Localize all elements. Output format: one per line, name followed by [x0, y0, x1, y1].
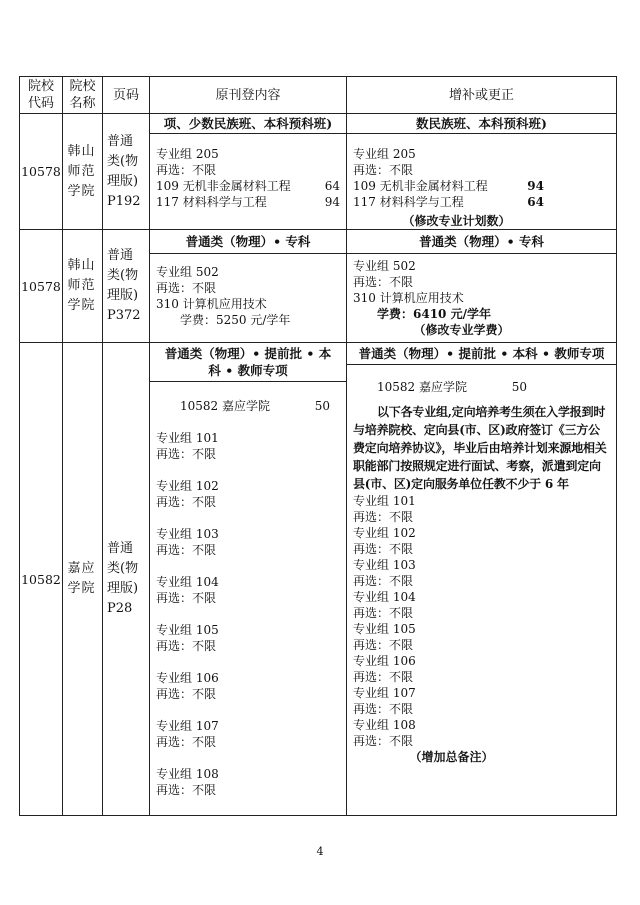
table-row — [20, 230, 617, 343]
group-block — [156, 430, 340, 462]
group-block — [353, 493, 610, 525]
group-label: 专业组 106 — [353, 654, 416, 668]
page-ref: 普通类(物理版)P192 — [103, 114, 150, 230]
fix-group-list — [353, 493, 610, 749]
fee-line: 学费：5250 元/学年 — [180, 313, 291, 327]
group-label: 专业组 101 — [353, 494, 416, 508]
header-fix: 增补或更正 — [347, 77, 617, 114]
fix-note: （修改专业计划数） — [402, 214, 511, 228]
reselect-label: 再选：不限 — [156, 281, 217, 295]
orig-group-list — [156, 430, 340, 798]
errata-table — [19, 76, 617, 816]
reselect-label: 再选：不限 — [156, 543, 217, 557]
major-line: 109 无机非金属材料工程 94 — [353, 179, 544, 193]
group-block — [353, 557, 610, 589]
major-line: 310 计算机应用技术 — [353, 291, 464, 305]
group-label: 专业组 205 — [156, 147, 219, 161]
orig-subheader: 普通类（物理）• 专科 — [150, 230, 346, 254]
group-block — [353, 525, 610, 557]
group-label: 专业组 502 — [353, 259, 416, 273]
group-label: 专业组 103 — [353, 558, 416, 572]
group-label: 专业组 102 — [353, 526, 416, 540]
fee-line: 学费：6410 元/学年 — [377, 307, 491, 321]
school-code: 10578 — [20, 230, 63, 343]
group-label: 专业组 105 — [353, 622, 416, 636]
reselect-label: 再选：不限 — [353, 510, 414, 524]
group-block — [156, 766, 340, 798]
reselect-label: 再选：不限 — [353, 275, 414, 289]
reselect-label: 再选：不限 — [353, 734, 414, 748]
group-block — [353, 717, 610, 749]
header-name: 院校名称 — [63, 77, 103, 114]
school-name: 韩山师范学院 — [63, 230, 103, 343]
fix-subheader: 普通类（物理）• 提前批 • 本科 • 教师专项 — [347, 343, 616, 365]
reselect-label: 再选：不限 — [156, 783, 217, 797]
reselect-label: 再选：不限 — [353, 542, 414, 556]
group-block — [156, 670, 340, 702]
reselect-label: 再选：不限 — [353, 702, 414, 716]
reselect-label: 再选：不限 — [156, 163, 217, 177]
reselect-label: 再选：不限 — [156, 735, 217, 749]
reselect-label: 再选：不限 — [156, 687, 217, 701]
group-label: 专业组 106 — [156, 671, 219, 685]
group-block — [156, 526, 340, 558]
school-code: 10582 — [20, 343, 63, 816]
major-line: 310 计算机应用技术 — [156, 297, 267, 311]
table-row — [20, 343, 617, 816]
fix-cell — [347, 343, 617, 816]
group-label: 专业组 101 — [156, 431, 219, 445]
group-label: 专业组 104 — [156, 575, 219, 589]
school-code: 10578 — [20, 114, 63, 230]
header-page: 页码 — [103, 77, 150, 114]
group-label: 专业组 107 — [156, 719, 219, 733]
major-line: 117 材料科学与工程 64 — [353, 195, 544, 209]
reselect-label: 再选：不限 — [353, 574, 414, 588]
fix-note: （增加总备注） — [409, 750, 494, 764]
group-label: 专业组 107 — [353, 686, 416, 700]
orig-cell — [150, 114, 347, 230]
group-block — [156, 478, 340, 510]
group-label: 专业组 205 — [353, 147, 416, 161]
reselect-label: 再选：不限 — [353, 606, 414, 620]
reselect-label: 再选：不限 — [156, 447, 217, 461]
school-line: 10582 嘉应学院 50 — [180, 399, 330, 413]
school-name: 嘉应学院 — [63, 343, 103, 816]
page-ref: 普通类(物理版)P28 — [103, 343, 150, 816]
group-block — [156, 622, 340, 654]
group-label: 专业组 105 — [156, 623, 219, 637]
header-orig: 原刊登内容 — [150, 77, 347, 114]
reselect-label: 再选：不限 — [156, 639, 217, 653]
header-code: 院校代码 — [20, 77, 63, 114]
group-block — [156, 574, 340, 606]
group-block — [353, 621, 610, 653]
group-block — [353, 653, 610, 685]
reselect-label: 再选：不限 — [156, 495, 217, 509]
reselect-label: 再选：不限 — [156, 591, 217, 605]
major-line: 117 材料科学与工程 94 — [156, 195, 340, 209]
school-line: 10582 嘉应学院 50 — [377, 380, 527, 394]
fix-note: （修改专业学费） — [413, 323, 510, 337]
group-label: 专业组 108 — [353, 718, 416, 732]
fix-cell — [347, 230, 617, 343]
major-line: 109 无机非金属材料工程 64 — [156, 179, 340, 193]
school-name: 韩山师范学院 — [63, 114, 103, 230]
group-block — [353, 589, 610, 621]
group-label: 专业组 108 — [156, 767, 219, 781]
fix-cell — [347, 114, 617, 230]
group-block — [156, 718, 340, 750]
group-label: 专业组 104 — [353, 590, 416, 604]
page-number: 4 — [316, 845, 324, 858]
reselect-label: 再选：不限 — [353, 638, 414, 652]
general-note: 以下各专业组,定向培养考生须在入学报到时与培养院校、定向县(市、区)政府签订《三方公费定向培养协议》，毕业后由培养计划来源地相关职能部门按照规定进行面试、考察，派遣到定向县(市、区)定向服务单位任教不少于 6 年 — [353, 405, 607, 491]
table-row — [20, 114, 617, 230]
group-block — [353, 685, 610, 717]
header-row — [20, 77, 617, 114]
orig-subheader: 普通类（物理）• 提前批 • 本科 • 教师专项 — [150, 343, 346, 382]
group-label: 专业组 103 — [156, 527, 219, 541]
orig-subheader: 项、少数民族班、本科预科班) — [150, 114, 346, 134]
reselect-label: 再选：不限 — [353, 163, 414, 177]
group-label: 专业组 102 — [156, 479, 219, 493]
group-label: 专业组 502 — [156, 265, 219, 279]
page-ref: 普通类(物理版)P372 — [103, 230, 150, 343]
orig-cell — [150, 343, 347, 816]
fix-subheader: 普通类（物理）• 专科 — [347, 230, 616, 254]
reselect-label: 再选：不限 — [353, 670, 414, 684]
orig-cell — [150, 230, 347, 343]
fix-subheader: 数民族班、本科预科班) — [347, 114, 616, 134]
